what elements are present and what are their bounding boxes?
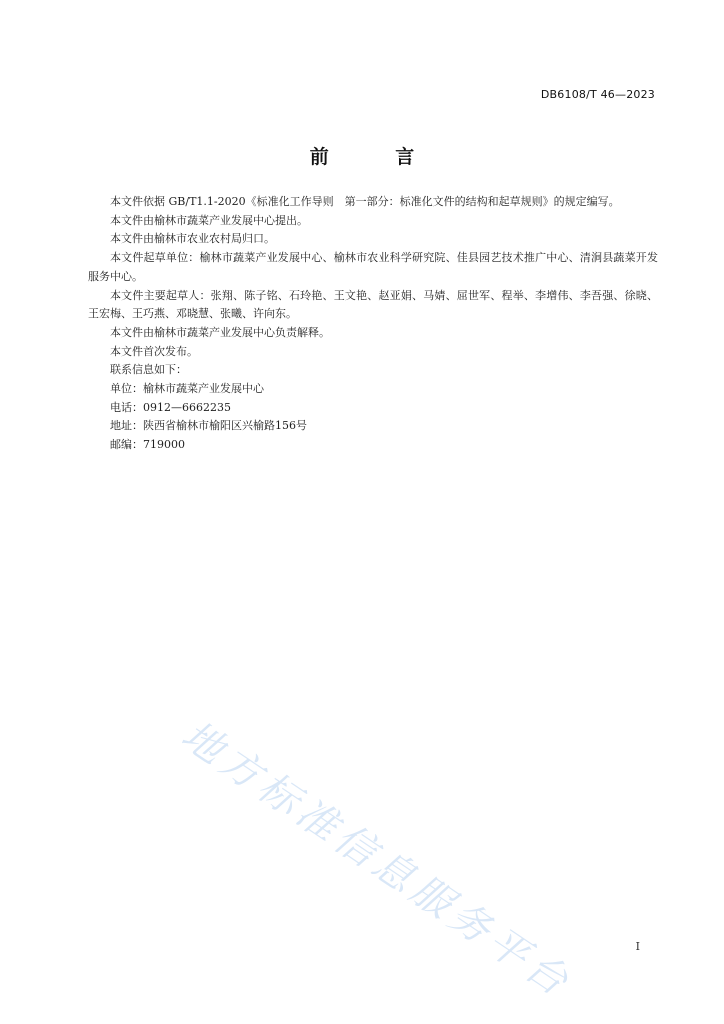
standard-code: DB6108/T 46—2023	[540, 88, 655, 101]
paragraph-administrator: 本文件由榆林市农业农村局归口。	[110, 232, 275, 246]
paragraph-contact-heading: 联系信息如下：	[110, 363, 187, 377]
contact-address: 地址：陕西省榆林市榆阳区兴榆路156号	[110, 419, 307, 433]
paragraph-drafters: 本文件主要起草人：张翔、陈子铭、石玲艳、王文艳、赵亚娟、马婧、屈世军、程举、李增伟、李吾强、徐晓、王宏梅、王巧燕、邓晓慧、张曦、许向东。	[88, 288, 658, 321]
preface-body	[88, 193, 658, 455]
page-number: I	[635, 940, 640, 953]
contact-unit: 单位：榆林市蔬菜产业发展中心	[110, 382, 264, 396]
watermark: 地方标准信息服务平台	[173, 712, 581, 1008]
paragraph-drafting-units: 本文件起草单位：榆林市蔬菜产业发展中心、榆林市农业科学研究院、佳县园艺技术推广中心、清涧县蔬菜开发服务中心。	[88, 251, 658, 283]
paragraph-basis: 本文件依据 GB/T1.1-2020《标准化工作导则 第一部分：标准化文件的结构和起草规则》的规定编写。	[110, 195, 620, 208]
contact-postcode: 邮编：719000	[110, 438, 185, 452]
contact-phone: 电话：0912—6662235	[110, 400, 231, 414]
page-title: 前 言	[309, 146, 445, 168]
paragraph-interpretation: 本文件由榆林市蔬菜产业发展中心负责解释。	[110, 325, 330, 339]
paragraph-first-release: 本文件首次发布。	[110, 344, 198, 358]
paragraph-proposer: 本文件由榆林市蔬菜产业发展中心提出。	[110, 213, 308, 227]
